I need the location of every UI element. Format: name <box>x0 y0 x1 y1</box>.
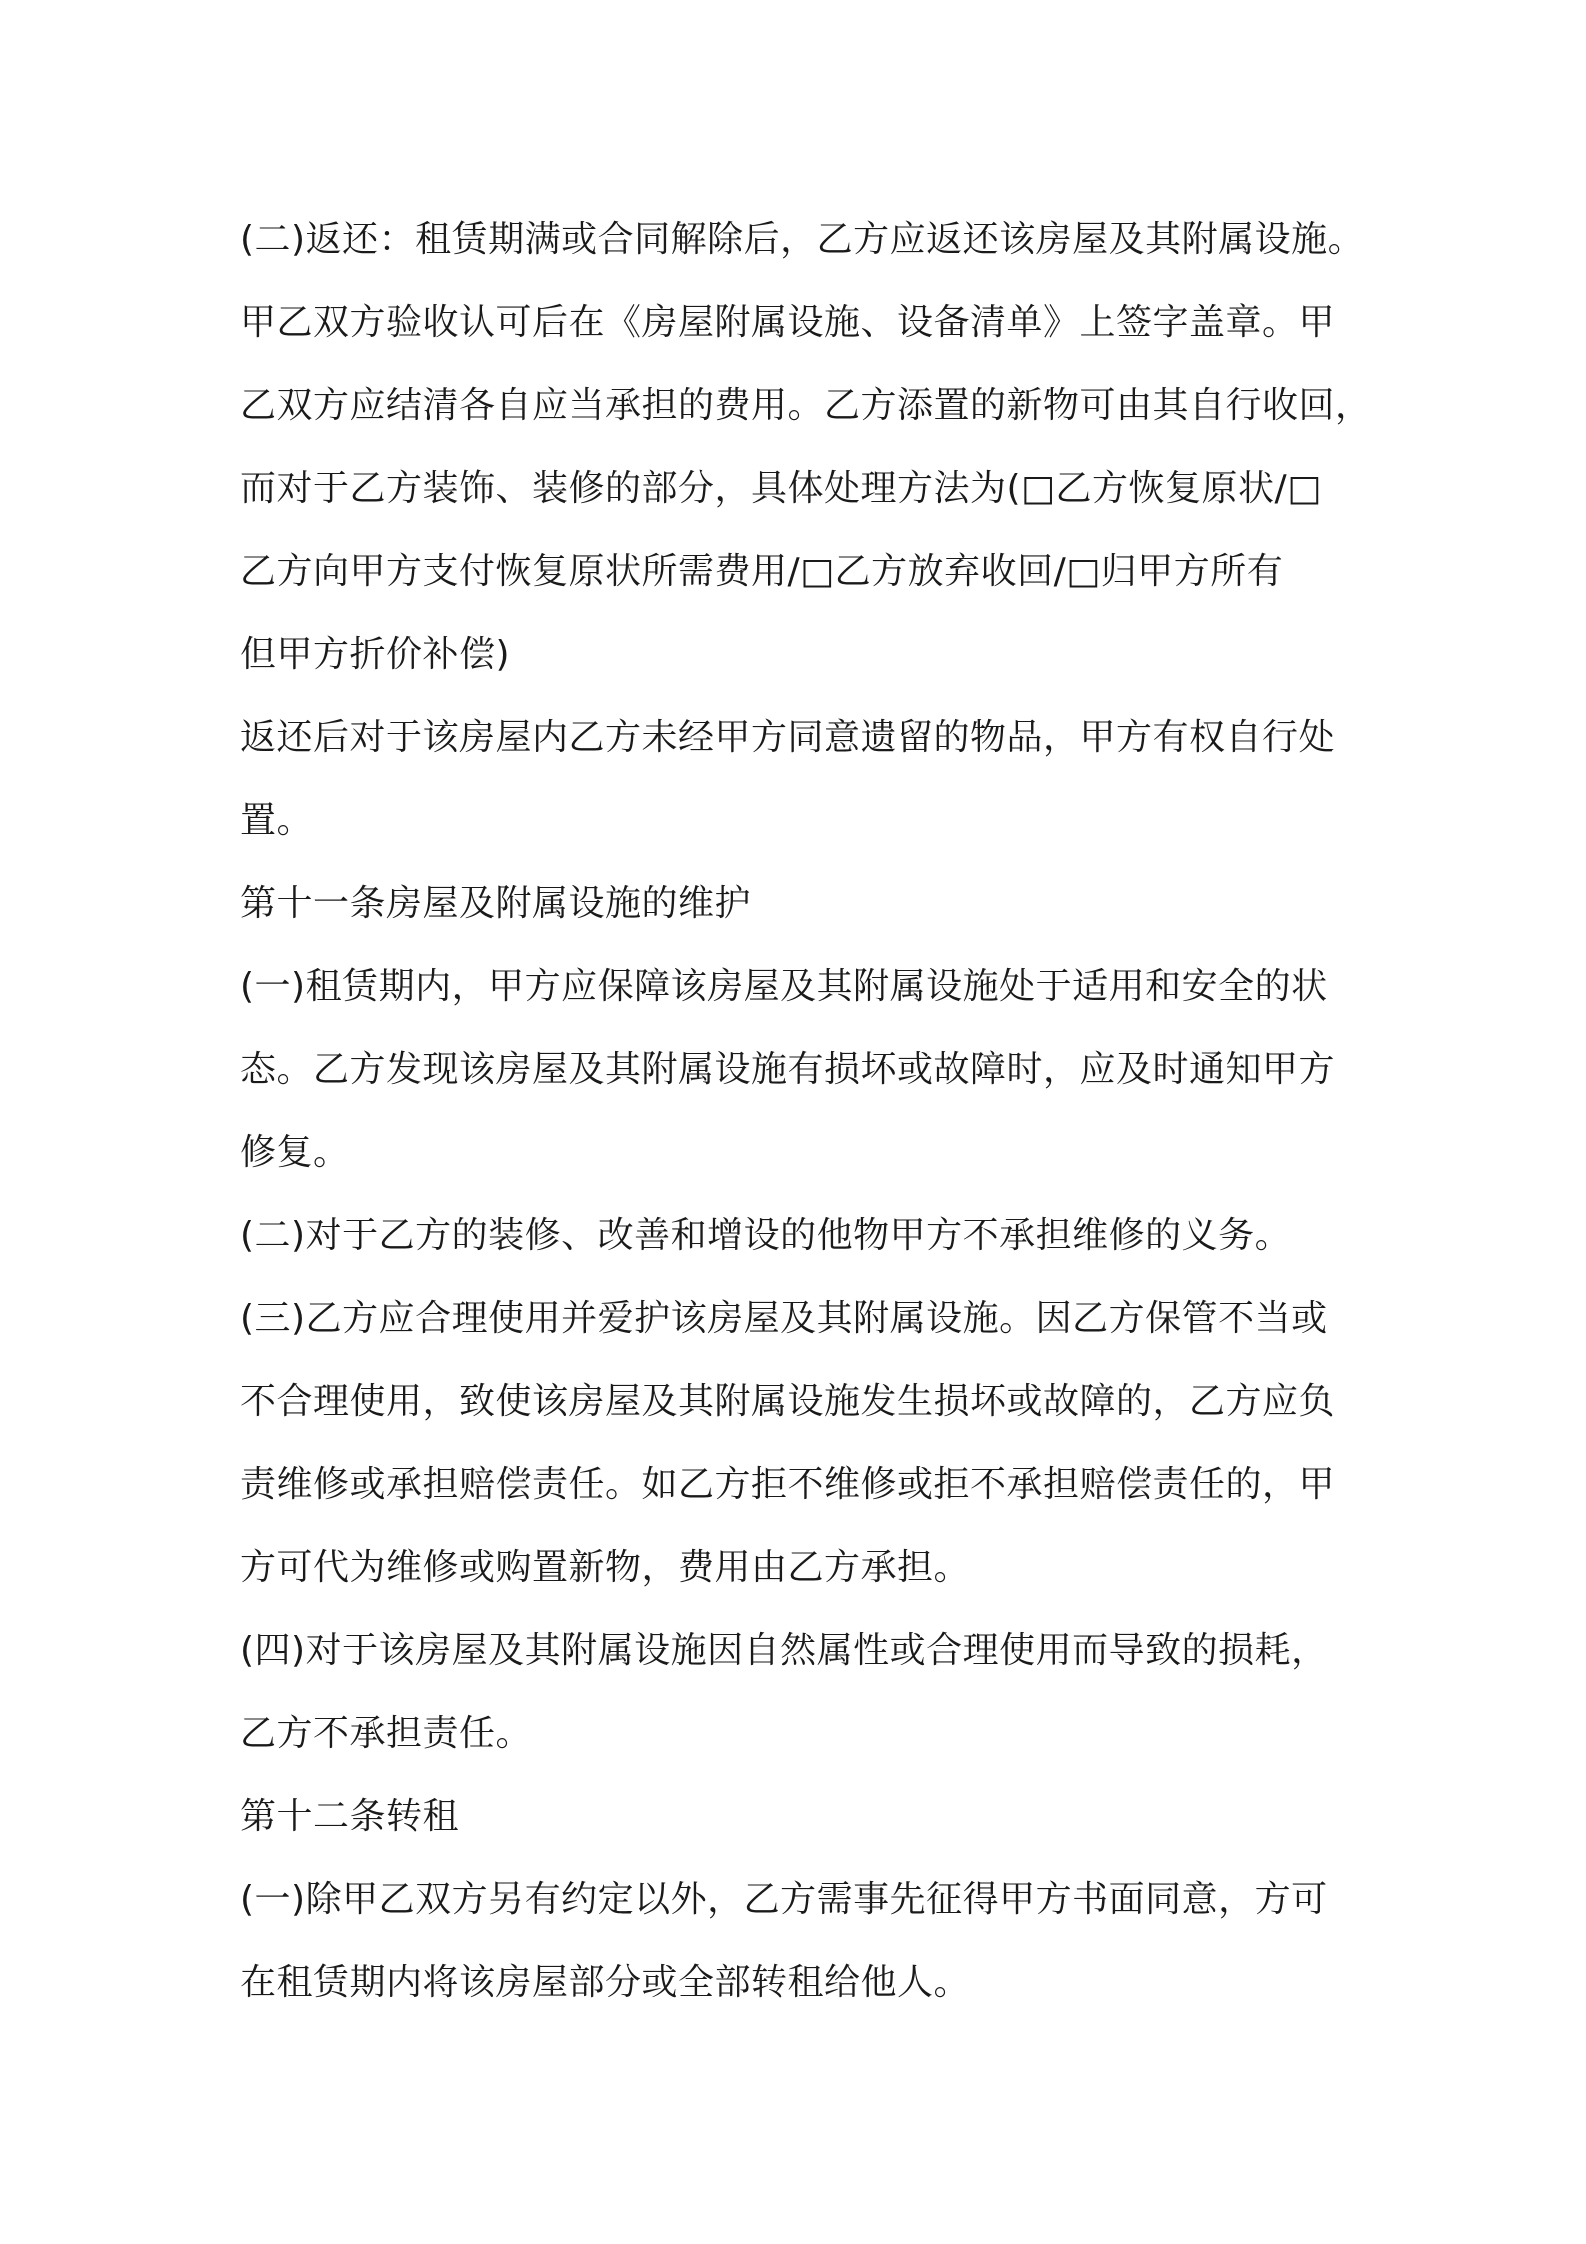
text-line: 在租赁期内将该房屋部分或全部转租给他人。 <box>240 1962 971 2003</box>
text-line: 责维修或承担赔偿责任。如乙方拒不维修或拒不承担赔偿责任的，甲 <box>240 1464 1336 1505</box>
text-line: 不合理使用，致使该房屋及其附属设施发生损坏或故障的，乙方应负 <box>240 1381 1336 1422</box>
text-line: 修复。 <box>240 1132 350 1173</box>
text-line: (一)除甲乙双方另有约定以外，乙方需事先征得甲方书面同意，方可 <box>240 1879 1328 1920</box>
text-line: 置。 <box>240 800 314 841</box>
document-body <box>240 198 1380 2024</box>
text-line: 乙方向甲方支付恢复原状所需费用/□乙方放弃收回/□归甲方所有 <box>240 551 1284 592</box>
text-line: 但甲方折价补偿) <box>240 634 511 675</box>
text-line: 返还后对于该房屋内乙方未经甲方同意遗留的物品，甲方有权自行处 <box>240 717 1336 758</box>
text-line: 态。乙方发现该房屋及其附属设施有损坏或故障时，应及时通知甲方 <box>240 1049 1336 1090</box>
text-line: (四)对于该房屋及其附属设施因自然属性或合理使用而导致的损耗， <box>240 1630 1328 1671</box>
text-line: 甲乙双方验收认可后在《房屋附属设施、设备清单》上签字盖章。甲 <box>240 302 1336 343</box>
text-line: 方可代为维修或购置新物，费用由乙方承担。 <box>240 1547 971 1588</box>
text-line: (二)返还：租赁期满或合同解除后，乙方应返还该房屋及其附属设施。 <box>240 219 1365 260</box>
section-heading: 第十一条房屋及附属设施的维护 <box>240 883 752 924</box>
text-line: 乙双方应结清各自应当承担的费用。乙方添置的新物可由其自行收回， <box>240 385 1372 426</box>
text-line: (一)租赁期内，甲方应保障该房屋及其附属设施处于适用和安全的状 <box>240 966 1328 1007</box>
text-line: (二)对于乙方的装修、改善和增设的他物甲方不承担维修的义务。 <box>240 1215 1292 1256</box>
text-line: (三)乙方应合理使用并爱护该房屋及其附属设施。因乙方保管不当或 <box>240 1298 1328 1339</box>
text-line: 乙方不承担责任。 <box>240 1713 533 1754</box>
section-heading: 第十二条转租 <box>240 1796 460 1837</box>
text-line: 而对于乙方装饰、装修的部分，具体处理方法为(□乙方恢复原状/□ <box>240 468 1322 509</box>
